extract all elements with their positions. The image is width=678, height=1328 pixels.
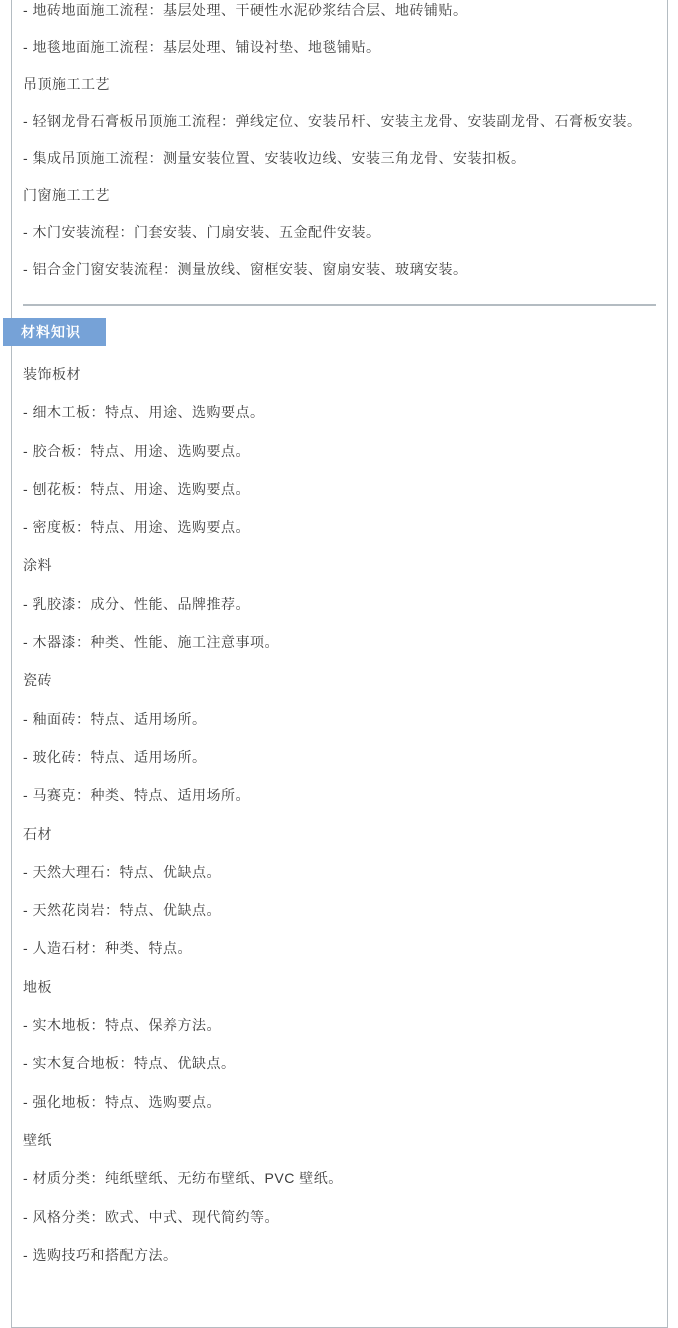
list-item: - 木门安装流程：门套安装、门扇安装、五金配件安装。 [23,224,381,240]
list-item: - 轻钢龙骨石膏板吊顶施工流程：弹线定位、安装吊杆、安装主龙骨、安装副龙骨、石膏板安装。 [23,113,642,129]
subheading: 吊顶施工工艺 [23,76,110,92]
list-item: - 密度板：特点、用途、选购要点。 [23,519,251,536]
section-construction-process [23,0,656,280]
subheading: 壁纸 [23,1131,52,1148]
section-material-knowledge [23,364,656,1266]
list-item: - 刨花板：特点、用途、选购要点。 [23,480,251,497]
list-item: - 风格分类：欧式、中式、现代简约等。 [23,1208,280,1225]
list-item: - 天然花岗岩：特点、优缺点。 [23,902,222,919]
list-item: - 实木复合地板：特点、优缺点。 [23,1055,236,1072]
list-item: - 集成吊顶施工流程：测量安装位置、安装收边线、安装三角龙骨、安装扣板。 [23,150,526,166]
list-item: - 天然大理石：特点、优缺点。 [23,863,222,880]
list-item: - 釉面砖：特点、适用场所。 [23,710,207,727]
notes-card [11,0,668,1328]
list-item: - 胶合板：特点、用途、选购要点。 [23,442,251,459]
list-item: - 材质分类：纯纸壁纸、无纺布壁纸、PVC 壁纸。 [23,1170,343,1187]
list-item: - 马赛克：种类、特点、适用场所。 [23,787,251,804]
subheading: 地板 [23,978,52,995]
subheading: 门窗施工工艺 [23,187,110,203]
material-knowledge-heading: 材料知识 [3,318,106,346]
list-item: - 木器漆：种类、性能、施工注意事项。 [23,634,280,651]
list-item: - 玻化砖：特点、适用场所。 [23,748,207,765]
subheading: 石材 [23,825,52,842]
list-item: - 实木地板：特点、保养方法。 [23,1017,222,1034]
subheading: 瓷砖 [23,672,52,689]
list-item: - 乳胶漆：成分、性能、品牌推荐。 [23,595,251,612]
list-item: - 地毯地面施工流程：基层处理、铺设衬垫、地毯铺贴。 [23,39,381,55]
subheading: 装饰板材 [23,366,81,382]
list-item: - 人造石材：种类、特点。 [23,940,193,957]
list-item: - 地砖地面施工流程：基层处理、干硬性水泥砂浆结合层、地砖铺贴。 [23,2,468,18]
section-divider [23,304,656,306]
list-item: - 选购技巧和搭配方法。 [23,1246,178,1263]
list-item: - 铝合金门窗安装流程：测量放线、窗框安装、窗扇安装、玻璃安装。 [23,261,468,277]
list-item: - 强化地板：特点、选购要点。 [23,1093,222,1110]
subheading: 涂料 [23,557,52,574]
list-item: - 细木工板：特点、用途、选购要点。 [23,404,265,421]
